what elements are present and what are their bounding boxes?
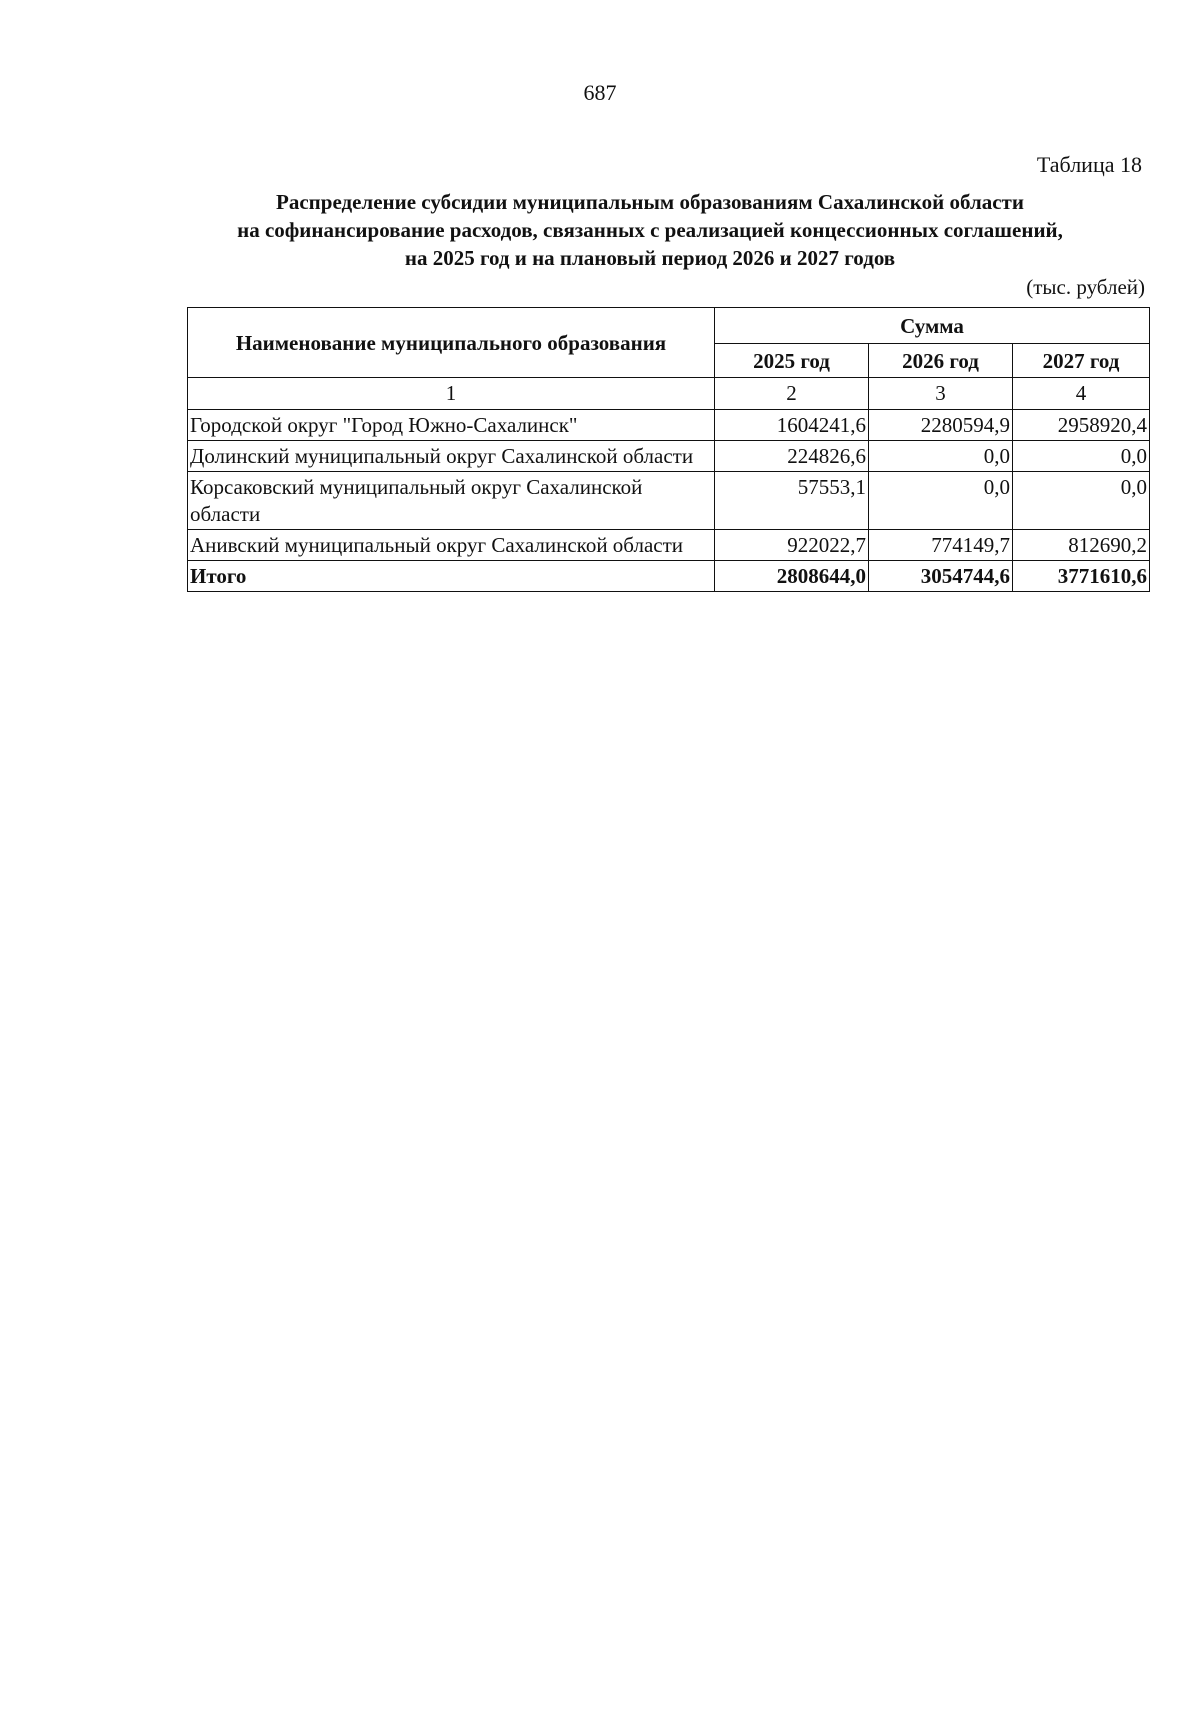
- header-sum: Сумма: [715, 308, 1150, 344]
- value-2025: 922022,7: [715, 530, 869, 561]
- value-2027: 0,0: [1013, 472, 1150, 530]
- value-2025: 57553,1: [715, 472, 869, 530]
- value-2026: 774149,7: [869, 530, 1013, 561]
- total-label: Итого: [188, 561, 715, 592]
- header-year-2025: 2025 год: [715, 344, 869, 378]
- municipality-name: Долинский муниципальный округ Сахалинской области: [188, 441, 715, 472]
- total-2025: 2808644,0: [715, 561, 869, 592]
- municipality-name: Городской округ "Город Южно-Сахалинск": [188, 410, 715, 441]
- subsidy-table: [187, 307, 1150, 592]
- header-row: [188, 308, 1150, 344]
- title-line-2: на софинансирование расходов, связанных с реализацией концессионных соглашений,: [237, 218, 1063, 242]
- total-2027: 3771610,6: [1013, 561, 1150, 592]
- column-number-3: 3: [869, 378, 1013, 410]
- municipality-name: Анивский муниципальный округ Сахалинской области: [188, 530, 715, 561]
- title-line-3: на 2025 год и на плановый период 2026 и 2027 годов: [404, 246, 896, 270]
- value-2026: 0,0: [869, 472, 1013, 530]
- document-title: [150, 188, 1150, 272]
- table-row: [188, 441, 1150, 472]
- value-2027: 812690,2: [1013, 530, 1150, 561]
- total-row: [188, 561, 1150, 592]
- page-number: 687: [583, 80, 617, 105]
- total-2026: 3054744,6: [869, 561, 1013, 592]
- table-label: Таблица 18: [1036, 152, 1142, 177]
- value-2025: 1604241,6: [715, 410, 869, 441]
- units-label: (тыс. рублей): [1026, 275, 1145, 299]
- column-number-2: 2: [715, 378, 869, 410]
- header-municipality: Наименование муниципального образования: [188, 308, 715, 378]
- table-row: [188, 530, 1150, 561]
- title-line-1: Распределение субсидии муниципальным образованиям Сахалинской области: [276, 190, 1024, 214]
- municipality-name: Корсаковский муниципальный округ Сахалинской области: [188, 472, 715, 530]
- column-number-4: 4: [1013, 378, 1150, 410]
- header-year-2027: 2027 год: [1013, 344, 1150, 378]
- table-row: [188, 410, 1150, 441]
- value-2025: 224826,6: [715, 441, 869, 472]
- value-2027: 2958920,4: [1013, 410, 1150, 441]
- table-row: [188, 472, 1150, 530]
- header-year-2026: 2026 год: [869, 344, 1013, 378]
- column-number-row: [188, 378, 1150, 410]
- value-2027: 0,0: [1013, 441, 1150, 472]
- value-2026: 0,0: [869, 441, 1013, 472]
- column-number-1: 1: [188, 378, 715, 410]
- value-2026: 2280594,9: [869, 410, 1013, 441]
